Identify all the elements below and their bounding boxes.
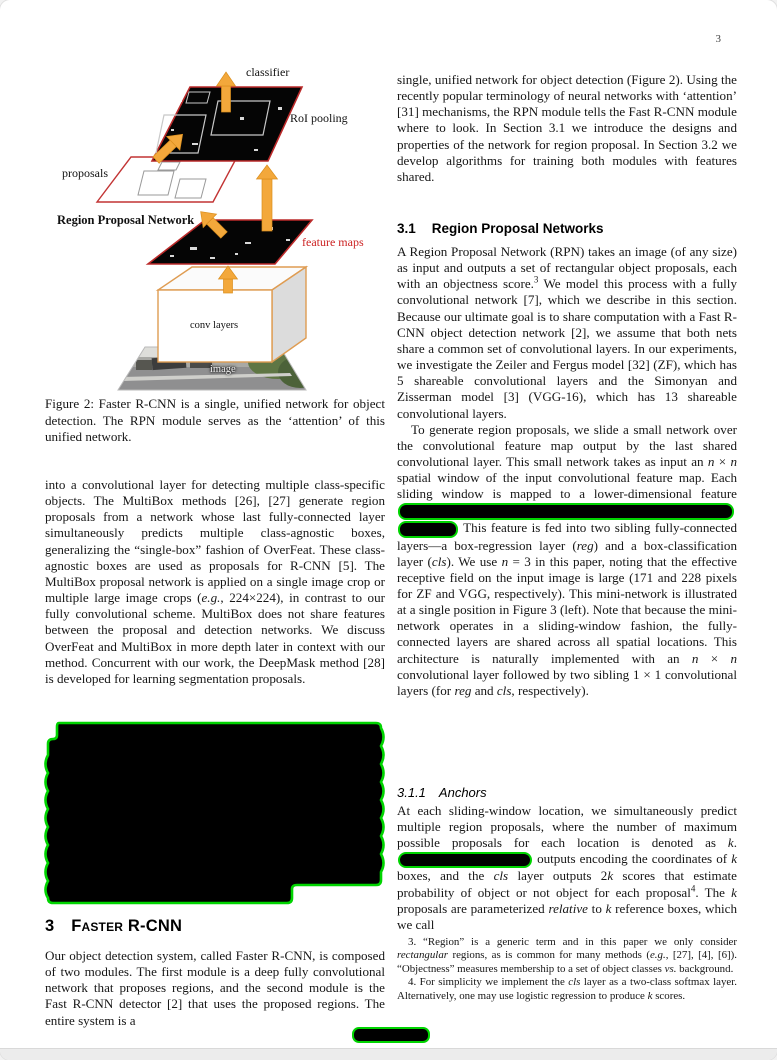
left-column-paragraph-1 [45,477,385,687]
section-3-1-1-heading [397,785,487,800]
conv-layers-label: conv layers [190,320,239,331]
paragraph-text: into a convolutional layer for detecting multiple class-specific objects. The MultiBox methods [26], [27] generate region proposals from a network whose last fully-connected layer simultaneously predicts multiple class-agnostic boxes, generalizing the “single-box” fashion of OverFeat. These class-agnostic boxes are used as proposals for R-CNN [5]. The MultiBox proposal network is applied on a single image crop or multiple large image crops (e.g., 224×224), in contrast to our fully convolutional scheme. MultiBox does not share features between the proposal and detection networks. We discuss OverFeat and MultiBox in more depth later in context with our method. Concurrent with our work, the DeepMask method [28] is developed for learning segmentation proposals. [45,477,385,686]
paragraph-text: To generate region proposals, we slide a small network over the convolutional feature map output by the last shared convolutional layer. This small network takes as input an n × n spatial window of the input convolutional feature map. Each sliding window is mapped to a lower-dimensional feature This feature is fed into two sibling fully-connected layers—a box-regression layer (reg) and a box-classification layer (cls). We use n = 3 in this paper, noting that the effective receptive field on the input image is large (171 and 228 pixels for ZF and VGG, respectively). This mini-network is illustrated at a single position in Figure 3 (left). Note that because the mini-network operates in a sliding-window fashion, the fully-connected layers are shared across all spatial locations. This architecture is naturally implemented with an n × n convolutional layer followed by two sibling 1 × 1 convolutional layers (for reg and cls, respectively). [397,421,737,698]
feature-maps-label: feature maps [302,235,364,249]
subsection-number: 3.1 [397,221,416,236]
proposals-plane [97,157,237,202]
section-number: 3 [45,917,55,935]
classifier-label: classifier [246,65,290,79]
section-3-1-heading [397,221,604,236]
right-column-paragraph-4 [397,803,737,933]
paragraph-text: Our object detection system, called Faster R-CNN, is composed of two modules. The first module is a deep fully convolutional network that proposes regions, and the second module is the Fast R-CNN detector [2] that uses the proposed regions. The entire system is a [45,948,385,1028]
redaction-bar [398,852,532,868]
figure-caption: Figure 2: Faster R-CNN is a single, unified network for object detection. The RPN module serves as the ‘attention’ of this unified network. [45,396,385,445]
right-column-paragraph-1 [397,72,737,185]
image-label: image [210,364,236,375]
subsubsection-number: 3.1.1 [397,785,426,800]
subsubsection-title: Anchors [438,785,487,800]
redaction-bar [398,503,734,520]
region-proposal-network-label: Region Proposal Network [57,213,195,227]
section-title: Faster R-CNN [71,917,183,935]
paragraph-text: At each sliding-window location, we simultaneously predict multiple region proposals, where the number of maximum possible proposals for each location is denoted as k. outputs encoding the coordinates of k boxes, and the cls layer outputs 2k scores that estimate probability of object or not object for each proposal$^4$. The k proposals are parameterized relative to k reference boxes, which we call [397,803,738,932]
paragraph-text: A Region Proposal Network (RPN) takes an image (of any size) as input and outputs a set of rectangular object proposals, each with an objectness score.$^3$ We model this process with a fully convolutional network [7], which we describe in this section. Because our ultimate goal is to share computation with a Fast R-CNN object detection network [2], we assume that both nets share a common set of convolutional layers. In our experiments, we investigate the Zeiler and Fergus model [32] (ZF), which has 5 shareable convolutional layers and the Simonyan and Zisserman model [3] (VGG-16), which has 13 shareable convolutional layers. [397,244,737,421]
section-3-heading [45,917,182,936]
footnote-3: 3. “Region” is a generic term and in this paper we only consider rectangular regions, as is common for many methods (e.g., [27], [4], [6]). “Objectness” measures membership to a set of object classes vs. background. [397,936,737,975]
left-column-paragraph-2 [45,948,385,1029]
redaction-block-large [40,718,388,908]
paragraph-text: single, unified network for object detection (Figure 2). Using the recently popular terminology of neural networks with ‘attention’ [31] mechanisms, the RPN module tells the Fast R-CNN module where to look. In Section 3.1 we introduce the designs and properties of the network for region proposal. In Section 3.2 we develop algorithms for training both modules with features shared. [397,72,737,184]
footnotes [397,936,737,1003]
page-bottom-edge [0,1048,777,1060]
footnote-4: 4. For simplicity we implement the cls layer as a two-class softmax layer. Alternatively, one may use logistic regression to produce k scores. [397,976,737,1002]
figure-2-diagram [40,57,400,402]
redaction-bar-footer [352,1027,430,1043]
subsection-title: Region Proposal Networks [431,221,604,236]
proposals-label: proposals [62,166,108,180]
right-column-middle [397,244,737,784]
page-number: 3 [715,33,721,45]
redaction-bar [398,521,458,538]
roi-pooling-label: RoI pooling [290,111,348,125]
